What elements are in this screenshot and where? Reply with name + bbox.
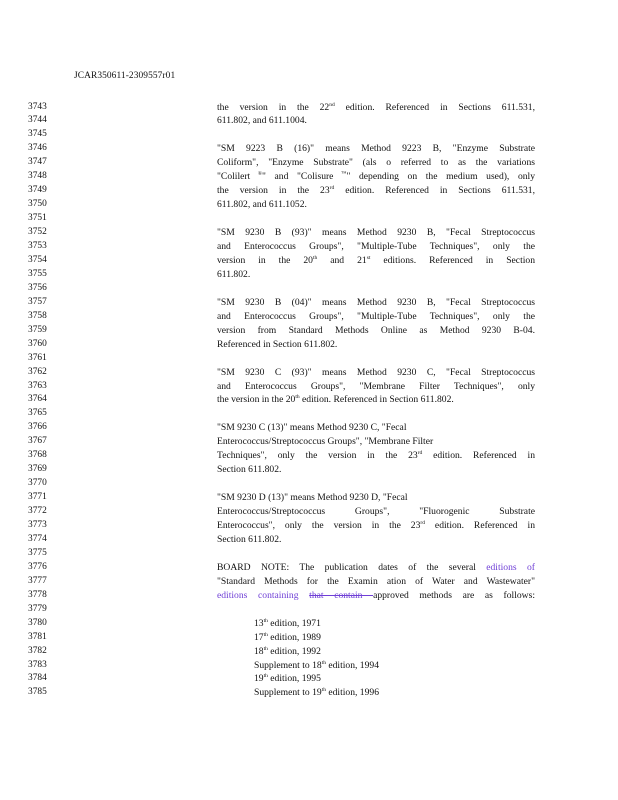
- text-run: 18: [254, 645, 264, 657]
- text-run: " and "Colisure: [262, 171, 334, 183]
- line-text: [217, 394, 454, 405]
- ordinal-superscript: rd: [329, 185, 335, 192]
- line-number: 3747: [28, 157, 47, 168]
- line-text: [217, 534, 281, 545]
- line-text: [254, 687, 379, 698]
- document-line: [0, 478, 618, 492]
- text-run: 17: [254, 631, 264, 643]
- document-line: [0, 199, 618, 213]
- text-run: and Enterococcus Groups", "Multiple-Tube Techniques", only the: [217, 241, 535, 252]
- line-text: [254, 646, 321, 657]
- text-run: edition. Referenced in: [425, 520, 535, 531]
- document-line: [0, 534, 618, 548]
- text-run: the version in the 22: [217, 101, 330, 113]
- document-line: [0, 115, 618, 129]
- ordinal-superscript: th: [263, 617, 268, 624]
- line-text: [254, 632, 321, 643]
- document-line: [0, 255, 618, 269]
- ordinal-superscript: st: [366, 254, 371, 261]
- document-header-id: JCAR350611-2309557r01: [74, 71, 176, 81]
- document-line: [0, 520, 618, 534]
- text-run: and Enterococcus Groups", "Membrane Filter Techniques", only: [217, 380, 535, 392]
- text-run: Coliform", "Enzyme Substrate" (als o referred to as the variations: [217, 157, 535, 169]
- text-run: 611.802, and 611.1004.: [217, 115, 307, 127]
- line-number: 3766: [28, 422, 47, 433]
- line-text: [217, 157, 535, 168]
- text-run: Enterococcus/Streptococcus Groups", "Membrane Filter: [217, 436, 434, 448]
- text-run: the version in the 23: [217, 185, 330, 197]
- document-line: [0, 590, 618, 604]
- text-run: " depending on the medium used), only: [346, 171, 536, 183]
- line-number: 3770: [28, 478, 47, 489]
- document-line: [0, 687, 618, 701]
- ordinal-superscript: rd: [420, 520, 425, 526]
- document-line: [0, 311, 618, 325]
- document-line: [0, 673, 618, 687]
- text-run: approved methods are as follows:: [373, 589, 535, 601]
- line-text: [217, 436, 433, 447]
- line-number: 3769: [28, 464, 47, 475]
- document-line: [0, 157, 618, 171]
- document-line: [0, 325, 618, 339]
- text-run: Referenced in Section 611.802.: [217, 338, 338, 350]
- document-line: [0, 660, 618, 674]
- line-number: 3776: [28, 561, 47, 572]
- document-line: [0, 381, 618, 395]
- document-line: [0, 408, 618, 422]
- ordinal-superscript: th: [263, 645, 268, 652]
- ordinal-superscript: th: [312, 254, 318, 261]
- line-text: [254, 673, 321, 684]
- line-text: [217, 381, 535, 392]
- ordinal-superscript: nd: [329, 101, 335, 108]
- line-number: 3754: [28, 254, 47, 265]
- line-number: 3744: [28, 115, 47, 126]
- document-line: [0, 562, 618, 576]
- text-run: Enterococcus/Streptococcus Groups", "Fluorogenic Substrate: [217, 506, 535, 518]
- text-run: edition, 1992: [267, 645, 321, 657]
- document-line: [0, 576, 618, 590]
- text-run: edition, 1995: [267, 673, 321, 685]
- line-number: 3784: [28, 673, 47, 684]
- document-line: [0, 618, 618, 632]
- line-text: [217, 576, 535, 587]
- line-number: 3778: [28, 589, 47, 600]
- document-line: [0, 143, 618, 157]
- line-number: 3753: [28, 241, 47, 251]
- line-number: 3763: [28, 380, 47, 391]
- line-text: [217, 297, 535, 308]
- document-line: [0, 367, 618, 381]
- document-line: [0, 436, 618, 450]
- text-run: [299, 590, 310, 601]
- document-line: [0, 353, 618, 367]
- line-number: 3777: [28, 575, 47, 586]
- line-text: [217, 506, 535, 517]
- ordinal-superscript: ™: [333, 171, 347, 178]
- line-number: 3762: [28, 366, 47, 377]
- line-number: 3771: [28, 492, 47, 503]
- line-number: 3780: [28, 617, 47, 628]
- line-text: [217, 325, 535, 336]
- line-number: 3750: [28, 199, 47, 210]
- line-number: 3768: [28, 450, 47, 461]
- line-number: 3765: [28, 408, 47, 419]
- ordinal-superscript: rd: [417, 450, 423, 457]
- line-number: 3758: [28, 310, 47, 321]
- text-run: edition, 1996: [325, 687, 379, 699]
- text-run: edition. Referenced in: [422, 450, 535, 462]
- text-run: edition. Referenced in Section 611.802.: [299, 394, 454, 406]
- document-line: [0, 241, 618, 255]
- line-text: [217, 102, 535, 113]
- line-text: [217, 422, 407, 433]
- line-text: [254, 660, 379, 671]
- text-run: "SM 9230 D (13)" means Method 9230 D, "Fecal: [217, 492, 408, 504]
- document-line: [0, 548, 618, 562]
- line-number: 3743: [28, 101, 47, 112]
- line-text: [254, 618, 321, 629]
- line-number: 3782: [28, 645, 47, 656]
- line-text: [217, 185, 535, 196]
- document-line: [0, 450, 618, 464]
- ordinal-superscript: th: [321, 659, 326, 666]
- ordinal-superscript: th: [295, 394, 300, 401]
- text-run: "SM 9230 C (93)" means Method 9230 C, "Fecal Streptococcus: [217, 366, 535, 378]
- document-line: [0, 171, 618, 185]
- line-text: [217, 367, 535, 378]
- line-number: 3748: [28, 171, 47, 182]
- line-number: 3783: [28, 659, 47, 670]
- document-line: [0, 185, 618, 199]
- document-line: [0, 492, 618, 506]
- text-run: "SM 9230 C (13)" means Method 9230 C, "Fecal: [217, 422, 407, 434]
- line-text: [217, 241, 535, 252]
- ordinal-superscript: th: [263, 673, 268, 680]
- document-line: [0, 102, 618, 116]
- line-number: 3761: [28, 352, 47, 363]
- text-run: Section 611.802.: [217, 533, 282, 545]
- line-text: [217, 115, 307, 126]
- ordinal-superscript: ®: [250, 171, 263, 178]
- text-run: 611.802.: [217, 268, 251, 280]
- ordinal-superscript: th: [263, 631, 268, 638]
- text-run: version in the 20: [217, 254, 313, 266]
- deleted-text: that contain: [309, 589, 374, 601]
- line-text: [217, 311, 535, 322]
- line-text: [217, 520, 535, 531]
- ordinal-superscript: th: [321, 687, 326, 694]
- line-number: 3785: [28, 687, 47, 698]
- line-text: [217, 562, 535, 573]
- text-run: edition. Referenced in Sections 611.531,: [334, 185, 535, 197]
- document-line: [0, 283, 618, 297]
- document-line: [0, 464, 618, 478]
- line-number: 3751: [28, 213, 47, 224]
- text-run: Enterococcus", only the version in the 23: [217, 520, 421, 531]
- line-text: [217, 143, 535, 154]
- document-line: [0, 339, 618, 353]
- text-run: BOARD NOTE: The publication dates of the several: [217, 561, 487, 573]
- inserted-text: editions of: [486, 561, 535, 573]
- line-text: [217, 492, 408, 503]
- line-number: 3773: [28, 520, 47, 530]
- text-run: "SM 9230 B (93)" means Method 9230 B, "Fecal Streptococcus: [217, 227, 535, 239]
- line-number: 3775: [28, 547, 47, 558]
- line-number: 3746: [28, 143, 47, 154]
- text-run: Techniques", only the version in the 23: [217, 450, 418, 462]
- text-run: the version in the 20: [217, 394, 296, 406]
- document-line: [0, 297, 618, 311]
- document-line: [0, 213, 618, 227]
- line-text: [217, 464, 281, 475]
- line-text: [217, 171, 535, 182]
- line-number: 3760: [28, 338, 47, 349]
- document-line: [0, 506, 618, 520]
- text-run: edition. Referenced in Sections 611.531,: [334, 101, 535, 113]
- line-text: [217, 339, 337, 350]
- text-run: editions. Referenced in Section: [370, 254, 535, 266]
- document-line: [0, 646, 618, 660]
- text-run: "SM 9230 B (04)" means Method 9230 B, "Fecal Streptococcus: [217, 296, 535, 308]
- inserted-text: editions containing: [217, 589, 299, 601]
- line-text: [217, 199, 307, 210]
- line-number: 3752: [28, 227, 47, 238]
- text-run: and 21: [317, 254, 367, 266]
- line-text: [217, 255, 535, 266]
- document-line: [0, 422, 618, 436]
- text-run: "SM 9223 B (16)" means Method 9223 B, "Enzyme Substrate: [217, 143, 535, 155]
- line-number: 3764: [28, 394, 47, 405]
- text-run: Section 611.802.: [217, 464, 282, 476]
- text-run: "Standard Methods for the Examin ation of Water and Wastewater": [217, 575, 535, 587]
- text-run: Supplement to 19: [254, 687, 322, 699]
- text-run: 19: [254, 673, 264, 685]
- line-number: 3767: [28, 436, 47, 447]
- document-line: [0, 129, 618, 143]
- document-line: [0, 604, 618, 618]
- line-number: 3745: [28, 129, 47, 140]
- line-number: 3781: [28, 631, 47, 642]
- line-number: 3772: [28, 506, 47, 517]
- line-number: 3779: [28, 603, 47, 614]
- line-text: [217, 269, 250, 280]
- document-line: [0, 227, 618, 241]
- line-number: 3757: [28, 296, 47, 307]
- text-run: edition, 1994: [325, 659, 379, 671]
- text-run: Supplement to 18: [254, 659, 322, 671]
- text-run: "Colilert: [217, 171, 251, 183]
- line-number: 3774: [28, 533, 47, 544]
- line-number: 3756: [28, 282, 47, 293]
- line-number: 3759: [28, 324, 47, 335]
- document-line: [0, 632, 618, 646]
- text-run: and Enterococcus Groups", "Multiple-Tube Techniques", only the: [217, 310, 535, 322]
- text-run: edition, 1989: [267, 631, 321, 643]
- line-text: [217, 227, 535, 238]
- document-line: [0, 394, 618, 408]
- line-number: 3749: [28, 185, 47, 196]
- text-run: 611.802, and 611.1052.: [217, 199, 307, 211]
- document-line: [0, 269, 618, 283]
- line-text: [217, 450, 535, 461]
- text-run: 13: [254, 617, 264, 629]
- text-run: edition, 1971: [267, 617, 321, 629]
- line-number: 3755: [28, 268, 47, 279]
- line-text: [217, 590, 535, 601]
- text-run: version from Standard Methods Online as Method 9230 B-04.: [217, 324, 535, 336]
